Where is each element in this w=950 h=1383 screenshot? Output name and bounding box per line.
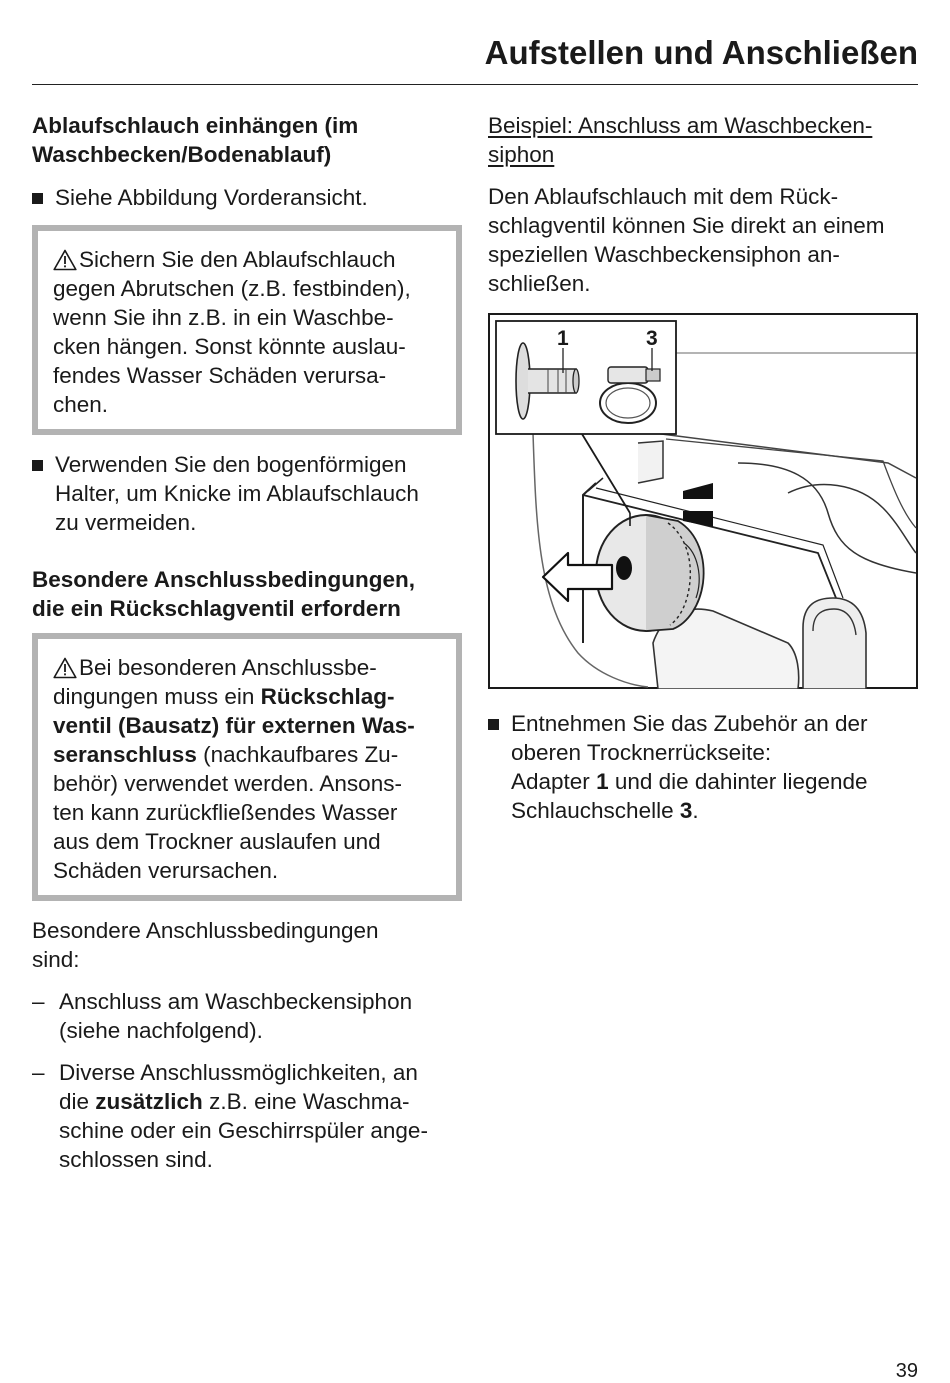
body-text: schließen. <box>488 271 591 296</box>
warning-text: dingungen muss ein <box>53 684 261 709</box>
warning-text: chen. <box>53 392 109 417</box>
warning-text: aus dem Trockner auslaufen und <box>53 829 381 854</box>
left-column <box>32 111 462 1174</box>
warning-text: ten kann zurückfließendes Wasser <box>53 800 398 825</box>
page-title: Aufstellen und Anschließen <box>484 34 918 71</box>
header-rule <box>32 84 918 85</box>
warning-text: Schäden verursachen. <box>53 858 279 883</box>
bullet-item <box>32 183 462 212</box>
warning-text-bold: ventil (Bausatz) für externen Was- <box>53 713 415 738</box>
bullet-item <box>488 709 918 825</box>
bullet-text: Halter, um Knicke im Ablaufschlauch <box>55 481 419 506</box>
warning-text: Bei besonderen Anschlussbe- <box>79 655 377 680</box>
heading-line: Ablaufschlauch einhängen (im <box>32 113 359 138</box>
warning-text: fendes Wasser Schäden verursa- <box>53 363 387 388</box>
bullet-text-bold: 1 <box>596 769 609 794</box>
dash-text: (siehe nachfolgend). <box>59 1018 263 1043</box>
bullet-item <box>32 450 462 537</box>
bullet-text: . <box>692 798 699 823</box>
dash-list-item <box>32 987 462 1045</box>
warning-text: (nachkaufbares Zu- <box>196 742 399 767</box>
bullet-text: Entnehmen Sie das Zubehör an der <box>511 711 868 736</box>
section-heading-check-valve <box>32 565 462 623</box>
right-column <box>488 111 918 298</box>
dash-marker: – <box>32 989 45 1014</box>
dash-text: Anschluss am Waschbeckensiphon <box>59 989 413 1014</box>
warning-box-check-valve <box>32 633 462 901</box>
body-text: speziellen Waschbeckensiphon an- <box>488 242 840 267</box>
example-heading-line: siphon <box>488 142 555 167</box>
warning-text-bold: seranschluss <box>53 742 197 767</box>
body-text: Besondere Anschlussbedingungen <box>32 918 379 943</box>
figure-label-adapter: 1 <box>557 327 569 350</box>
dash-text: Diverse Anschlussmöglichkeiten, an <box>59 1060 418 1085</box>
dash-list-item <box>32 1058 462 1174</box>
figure-label-clamp: 3 <box>646 327 658 350</box>
dash-text: schlossen sind. <box>59 1147 213 1172</box>
body-text: Den Ablaufschlauch mit dem Rück- <box>488 184 839 209</box>
bullet-text: und die dahinter liegende <box>608 769 868 794</box>
warning-triangle-icon <box>53 657 77 679</box>
conditions-intro <box>32 916 462 974</box>
warning-text: gegen Abrutschen (z.B. festbinden), <box>53 276 411 301</box>
dash-text-bold: zusätzlich <box>95 1089 203 1114</box>
warning-text: Sichern Sie den Ablaufschlauch <box>79 247 396 272</box>
page-number: 39 <box>895 1360 918 1382</box>
bullet-text: Adapter <box>511 769 597 794</box>
bullet-square-icon <box>488 719 499 730</box>
warning-text-bold: Rückschlag- <box>260 684 395 709</box>
dash-marker: – <box>32 1060 45 1085</box>
section-heading-drain-hose <box>32 111 462 169</box>
bullet-text: Verwenden Sie den bogenförmigen <box>55 452 407 477</box>
warning-box-secure-hose <box>32 225 462 435</box>
bullet-text-bold: 3 <box>679 798 693 823</box>
body-text: sind: <box>32 947 80 972</box>
dash-text: die <box>59 1089 96 1114</box>
bullet-text: Siehe Abbildung Vorderansicht. <box>55 185 368 210</box>
body-text: schlagventil können Sie direkt an einem <box>488 213 885 238</box>
warning-triangle-icon <box>53 249 77 271</box>
example-heading <box>488 111 918 169</box>
dash-text: schine oder ein Geschirrspüler ange- <box>59 1118 428 1143</box>
example-heading-line: Beispiel: Anschluss am Waschbecken- <box>488 113 873 138</box>
bullet-text: oberen Trocknerrückseite: <box>511 740 772 765</box>
heading-line: Besondere Anschlussbedingungen, <box>32 567 415 592</box>
dash-text: z.B. eine Waschma- <box>202 1089 410 1114</box>
check-valve-illustration <box>488 313 918 689</box>
bullet-text: Schlauchschelle <box>511 798 680 823</box>
bullet-square-icon <box>32 193 43 204</box>
warning-text: cken hängen. Sonst könnte auslau- <box>53 334 406 359</box>
heading-line: die ein Rückschlagventil erfordern <box>32 596 401 621</box>
warning-text: behör) verwendet werden. Ansons- <box>53 771 402 796</box>
warning-text: wenn Sie ihn z.B. in ein Waschbe- <box>53 305 394 330</box>
bullet-text: zu vermeiden. <box>55 510 197 535</box>
right-bullet-block <box>488 709 918 825</box>
heading-line: Waschbecken/Bodenablauf) <box>32 142 332 167</box>
bullet-square-icon <box>32 460 43 471</box>
example-text <box>488 182 918 298</box>
